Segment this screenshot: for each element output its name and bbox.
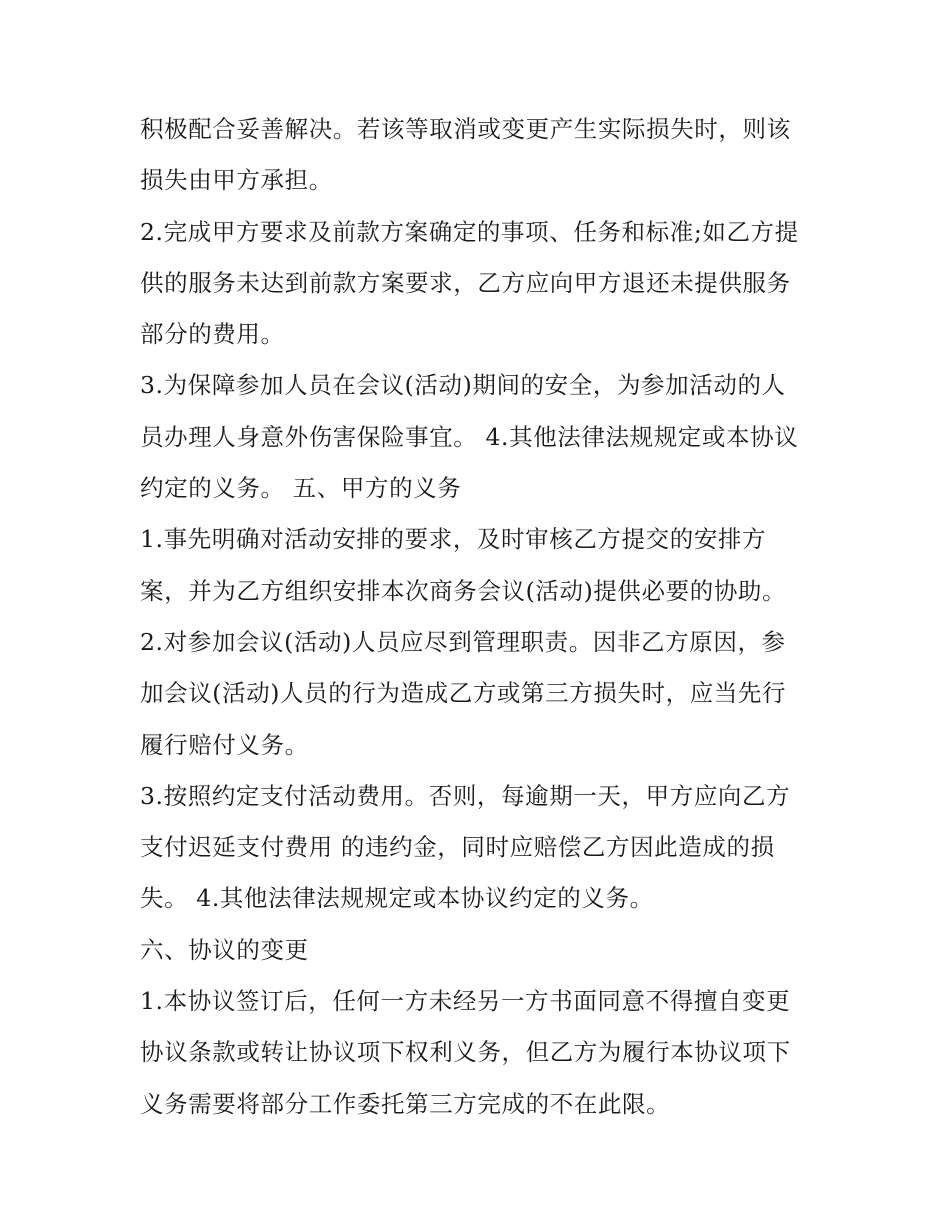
text-line: 损失由甲方承担。: [140, 166, 333, 195]
text-line: 积极配合妥善解决。若该等取消或变更产生实际损失时，则该: [140, 115, 791, 143]
text-line: 部分的费用。: [140, 320, 285, 349]
text-line: 失。 4.其他法律法规规定或本协议约定的义务。: [140, 884, 654, 913]
text-line: 案，并为乙方组织安排本次商务会议(活动)提供必要的协助。: [140, 576, 787, 605]
text-line: 员办理人身意外伤害保险事宜。 4.其他法律法规规定或本协议: [140, 422, 799, 451]
text-line: 义务需要将部分工作委托第三方完成的不在此限。: [140, 1089, 671, 1118]
text-line: 1.事先明确对活动安排的要求，及时审核乙方提交的安排方: [140, 525, 767, 554]
text-line: 履行赔付义务。: [140, 730, 309, 759]
document-body: [140, 104, 820, 1130]
section-heading-line: 约定的义务。 五、甲方的义务: [140, 474, 462, 503]
text-line: 加会议(活动)人员的行为造成乙方或第三方损失时，应当先行: [140, 679, 787, 708]
text-line: 2.对参加会议(活动)人员应尽到管理职责。因非乙方原因，参: [140, 627, 786, 656]
text-line: 支付迟延支付费用 的违约金，同时应赔偿乙方因此造成的损: [140, 833, 775, 862]
text-line: 3.按照约定支付活动费用。否则，每逾期一天，甲方应向乙方: [140, 781, 791, 810]
text-line: 3.为保障参加人员在会议(活动)期间的安全，为参加活动的人: [140, 371, 786, 400]
text-line: 协议条款或转让协议项下权利义务，但乙方为履行本协议项下: [140, 1038, 791, 1067]
text-line: 2.完成甲方要求及前款方案确定的事项、任务和标准;如乙方提: [140, 217, 799, 246]
text-line: 1.本协议签订后，任何一方未经另一方书面同意不得擅自变更: [140, 987, 791, 1016]
text-line: 供的服务未达到前款方案要求，乙方应向甲方退还未提供服务: [140, 268, 791, 297]
section-heading: 六、协议的变更: [140, 935, 309, 964]
